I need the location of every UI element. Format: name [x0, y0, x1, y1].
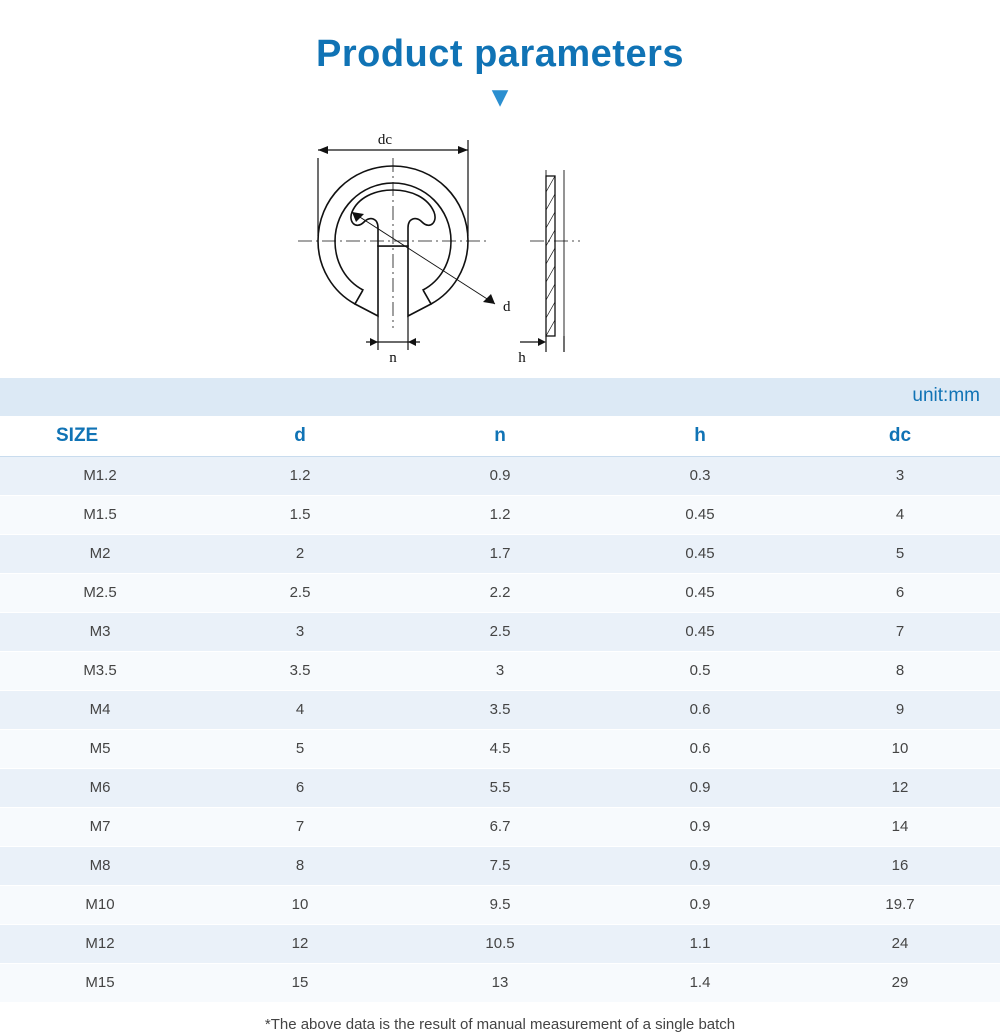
- cell-d: 15: [200, 963, 400, 1002]
- unit-note: unit:mm: [912, 384, 980, 406]
- cell-n: 1.7: [400, 534, 600, 573]
- cell-n: 13: [400, 963, 600, 1002]
- cell-d: 1.2: [200, 456, 400, 495]
- cell-d: 12: [200, 924, 400, 963]
- table-row: [0, 846, 1000, 885]
- diagram-label-n: n: [389, 349, 397, 366]
- table-row: [0, 690, 1000, 729]
- cell-dc: 7: [800, 612, 1000, 651]
- cell-n: 6.7: [400, 807, 600, 846]
- cell-n: 9.5: [400, 885, 600, 924]
- cell-h: 1.4: [600, 963, 800, 1002]
- cell-n: 2.2: [400, 573, 600, 612]
- cell-h: 0.45: [600, 573, 800, 612]
- column-header-h: h: [600, 416, 800, 457]
- cell-size: M4: [0, 690, 200, 729]
- cell-dc: 16: [800, 846, 1000, 885]
- cell-h: 0.45: [600, 612, 800, 651]
- cell-size: M15: [0, 963, 200, 1002]
- cell-n: 4.5: [400, 729, 600, 768]
- column-header-dc: dc: [800, 416, 1000, 457]
- diagram-label-dc: dc: [377, 131, 393, 148]
- page-title: Product parameters: [315, 33, 684, 75]
- cell-size: M12: [0, 924, 200, 963]
- dimension-diagram-svg: [290, 118, 710, 368]
- cell-size: M2.5: [0, 573, 200, 612]
- cell-d: 6: [200, 768, 400, 807]
- cell-n: 5.5: [400, 768, 600, 807]
- cell-d: 2: [200, 534, 400, 573]
- cell-dc: 19.7: [800, 885, 1000, 924]
- cell-dc: 5: [800, 534, 1000, 573]
- table-row: [0, 612, 1000, 651]
- column-header-n: n: [400, 416, 600, 457]
- cell-dc: 29: [800, 963, 1000, 1002]
- cell-dc: 6: [800, 573, 1000, 612]
- footnote: *The above data is the result of manual measurement of a single batch: [264, 1015, 736, 1033]
- table-row: [0, 651, 1000, 690]
- chevron-down-icon: ▾: [492, 79, 508, 113]
- cell-n: 2.5: [400, 612, 600, 651]
- cell-h: 0.9: [600, 768, 800, 807]
- cell-h: 0.6: [600, 690, 800, 729]
- cell-d: 3.5: [200, 651, 400, 690]
- cell-dc: 10: [800, 729, 1000, 768]
- column-header-d: d: [200, 416, 400, 457]
- cell-h: 0.45: [600, 534, 800, 573]
- unit-bar: [0, 378, 1000, 416]
- cell-d: 4: [200, 690, 400, 729]
- table-row: [0, 807, 1000, 846]
- cell-h: 0.3: [600, 456, 800, 495]
- cell-size: M1.5: [0, 495, 200, 534]
- cell-dc: 14: [800, 807, 1000, 846]
- cell-dc: 24: [800, 924, 1000, 963]
- table-row: [0, 885, 1000, 924]
- column-header-size: SIZE: [0, 416, 200, 457]
- cell-d: 5: [200, 729, 400, 768]
- cell-size: M3: [0, 612, 200, 651]
- cell-h: 0.5: [600, 651, 800, 690]
- diagram-label-h: h: [518, 349, 526, 366]
- cell-n: 1.2: [400, 495, 600, 534]
- table-row: [0, 729, 1000, 768]
- cell-dc: 8: [800, 651, 1000, 690]
- table-row: [0, 963, 1000, 1002]
- cell-d: 3: [200, 612, 400, 651]
- cell-n: 0.9: [400, 456, 600, 495]
- cell-dc: 9: [800, 690, 1000, 729]
- cell-d: 10: [200, 885, 400, 924]
- cell-size: M1.2: [0, 456, 200, 495]
- cell-d: 7: [200, 807, 400, 846]
- cell-n: 3.5: [400, 690, 600, 729]
- table-row: [0, 924, 1000, 963]
- table-body: [0, 456, 1000, 1002]
- cell-h: 0.6: [600, 729, 800, 768]
- cell-size: M2: [0, 534, 200, 573]
- cell-h: 0.9: [600, 885, 800, 924]
- cell-size: M6: [0, 768, 200, 807]
- table-row: [0, 495, 1000, 534]
- cell-size: M5: [0, 729, 200, 768]
- cell-d: 2.5: [200, 573, 400, 612]
- cell-d: 8: [200, 846, 400, 885]
- cell-size: M3.5: [0, 651, 200, 690]
- cell-h: 1.1: [600, 924, 800, 963]
- cell-size: M10: [0, 885, 200, 924]
- table-row: [0, 456, 1000, 495]
- cell-d: 1.5: [200, 495, 400, 534]
- cell-h: 0.45: [600, 495, 800, 534]
- dimension-diagram: [0, 118, 1000, 378]
- cell-dc: 4: [800, 495, 1000, 534]
- diagram-label-d: d: [503, 298, 511, 315]
- parameters-table: [0, 416, 1000, 1003]
- cell-n: 10.5: [400, 924, 600, 963]
- table-row: [0, 534, 1000, 573]
- table-row: [0, 573, 1000, 612]
- cell-n: 7.5: [400, 846, 600, 885]
- cell-h: 0.9: [600, 846, 800, 885]
- cell-dc: 12: [800, 768, 1000, 807]
- cell-size: M8: [0, 846, 200, 885]
- cell-size: M7: [0, 807, 200, 846]
- cell-dc: 3: [800, 456, 1000, 495]
- table-header-row: [0, 416, 1000, 457]
- table-row: [0, 768, 1000, 807]
- cell-n: 3: [400, 651, 600, 690]
- cell-h: 0.9: [600, 807, 800, 846]
